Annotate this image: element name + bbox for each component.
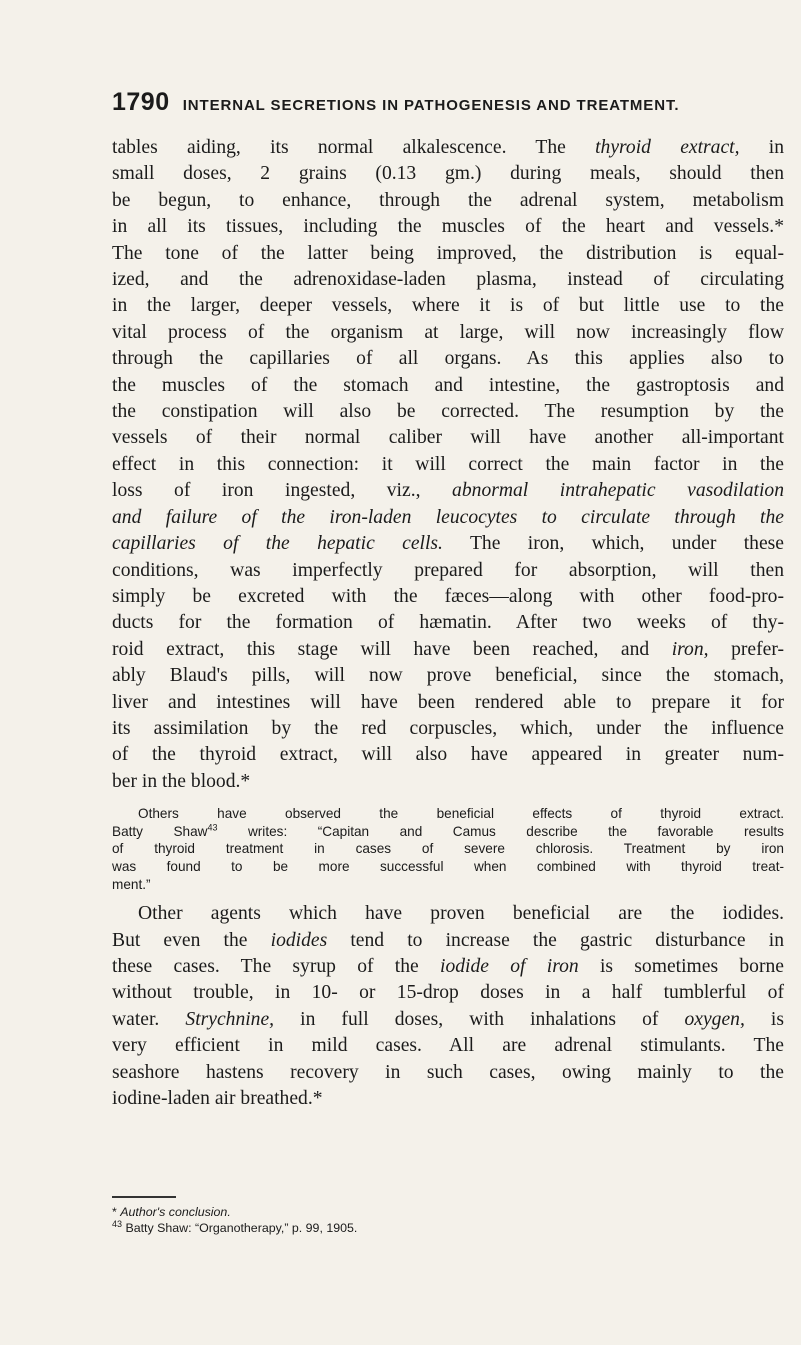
text-line	[112, 558, 784, 584]
text-run: of the thyroid extract, will also have appeared in greater num-	[112, 744, 784, 766]
text-line	[112, 663, 784, 689]
text-line	[112, 267, 784, 293]
text-run: ized, and the adrenoxidase-laden plasma, instead of circulating	[112, 269, 784, 291]
text-line	[112, 716, 784, 742]
running-title: INTERNAL SECRETIONS IN PATHOGENESIS AND TREATMENT.	[182, 97, 680, 114]
italic-text: oxygen,	[684, 1008, 745, 1030]
text-run: in full doses, with inhalations of	[274, 1008, 685, 1030]
text-run: be begun, to enhance, through the adrenal system, metabolism	[112, 189, 784, 211]
text-run: without trouble, in 10- or 15-drop doses in a half tumblerful of	[112, 982, 784, 1004]
italic-text: iron,	[671, 638, 709, 660]
text-line	[112, 584, 784, 610]
text-run: effect in this connection: it will correct the main factor in the	[112, 453, 784, 475]
italic-text: iodides	[270, 929, 328, 951]
text-run: ber in the blood.*	[112, 770, 251, 792]
text-run: But even the	[112, 929, 271, 951]
page-header	[112, 88, 679, 117]
text-run: vital process of the organism at large, will now increasingly flow	[112, 321, 784, 343]
text-run: liver and intestines will have been rendered able to prepare it for	[112, 691, 784, 713]
text-line	[112, 241, 784, 267]
text-line	[112, 742, 784, 768]
text-line	[112, 858, 784, 876]
text-run: in all its tissues, including the muscles of the heart and vessels.*	[112, 216, 784, 238]
italic-text: Strychnine,	[185, 1008, 275, 1030]
text-line	[112, 452, 784, 478]
paragraph-2	[112, 901, 784, 1112]
text-run: seashore hastens recovery in such cases, owing mainly to the	[112, 1061, 784, 1083]
text-run: is sometimes borne	[578, 955, 784, 977]
text-line	[112, 637, 784, 663]
text-run: ducts for the formation of hæmatin. After two weeks of thy-	[112, 612, 784, 634]
text-run: simply be excreted with the fæces—along with other food-pro-	[112, 585, 784, 607]
text-line	[112, 293, 784, 319]
text-line	[112, 769, 784, 795]
page-number: 1790	[112, 88, 170, 116]
text-run: writes: “Capitan and Camus describe the favorable results	[217, 823, 784, 839]
quoted-passage	[112, 805, 784, 893]
italic-text: thyroid extract,	[595, 137, 740, 158]
text-run: roid extract, this stage will have been reached, and	[112, 638, 672, 660]
text-run: tend to increase the gastric disturbance in	[327, 929, 784, 951]
text-line	[112, 876, 784, 894]
text-run: through the capillaries of all organs. As this applies also to	[112, 348, 784, 370]
text-line	[112, 1060, 784, 1086]
text-run: water.	[112, 1008, 186, 1030]
italic-text: capillaries of the hepatic cells.	[112, 533, 443, 555]
text-run: in	[739, 137, 784, 158]
paragraph-1	[112, 135, 784, 795]
text-run: these cases. The syrup of the	[112, 955, 441, 977]
body-text	[112, 135, 784, 1112]
text-line	[112, 954, 784, 980]
text-run: ment.”	[112, 876, 151, 892]
footnote-rule	[112, 1196, 176, 1198]
text-line	[112, 214, 784, 240]
text-run: very efficient in mild cases. All are adrenal stimulants. The	[112, 1035, 784, 1057]
text-run: *	[112, 1205, 121, 1219]
text-run: The iron, which, under these	[442, 533, 784, 555]
italic-text: iodide of iron	[440, 955, 579, 977]
text-line	[112, 690, 784, 716]
text-line	[112, 373, 784, 399]
text-run: Batty Shaw	[112, 823, 208, 839]
text-line	[112, 1033, 784, 1059]
footnote-marker: 43	[207, 822, 218, 833]
text-run: is	[744, 1008, 784, 1030]
text-line	[112, 505, 784, 531]
text-line	[112, 478, 784, 504]
text-line	[112, 980, 784, 1006]
text-run: prefer-	[708, 638, 784, 660]
text-run: Other agents which have proven beneficial are the iodides.	[138, 903, 784, 925]
text-line	[112, 805, 784, 823]
text-run: in the larger, deeper vessels, where it is of but little use to the	[112, 295, 784, 317]
italic-text: and failure of the iron-laden leucocytes to circulate through the	[112, 506, 784, 528]
footnote-marker: 43	[112, 1218, 123, 1229]
text-line	[112, 901, 784, 927]
text-run: ably Blaud's pills, will now prove beneficial, since the stomach,	[112, 665, 784, 687]
text-line	[112, 188, 784, 214]
text-line	[112, 610, 784, 636]
text-line	[112, 823, 784, 841]
text-line	[112, 531, 784, 557]
text-line	[112, 161, 784, 187]
text-line	[112, 320, 784, 346]
text-line	[112, 928, 784, 954]
text-run: loss of iron ingested, viz.,	[112, 480, 453, 502]
text-line	[112, 346, 784, 372]
footnote	[112, 1204, 784, 1220]
text-line	[112, 399, 784, 425]
footnote-list	[112, 1204, 784, 1236]
text-run: The tone of the latter being improved, the distribution is equal-	[112, 242, 784, 264]
italic-text: Author's conclusion.	[120, 1205, 231, 1219]
text-line	[112, 135, 784, 161]
text-run: the constipation will also be corrected. The resumption by the	[112, 401, 784, 423]
text-run: vessels of their normal caliber will have another all-important	[112, 427, 784, 449]
text-run: iodine-laden air breathed.*	[112, 1087, 323, 1109]
text-run: conditions, was imperfectly prepared for absorption, will then	[112, 559, 784, 581]
italic-text: abnormal intrahepatic vasodilation	[452, 480, 785, 502]
text-run: Others have observed the beneficial effects of thyroid extract.	[138, 806, 784, 822]
text-run: small doses, 2 grains (0.13 gm.) during meals, should then	[112, 163, 784, 185]
text-run: tables aiding, its normal alkalescence. The	[112, 137, 596, 158]
footnotes	[112, 1196, 784, 1236]
text-line	[112, 1086, 784, 1112]
text-line	[112, 1007, 784, 1033]
text-line	[112, 425, 784, 451]
text-run: its assimilation by the red corpuscles, which, under the influence	[112, 717, 784, 739]
text-line	[112, 840, 784, 858]
text-run: Batty Shaw: “Organotherapy,” p. 99, 1905.	[122, 1221, 358, 1235]
text-run: was found to be more successful when combined with thyroid treat-	[112, 858, 784, 874]
footnote	[112, 1220, 784, 1236]
text-run: of thyroid treatment in cases of severe chlorosis. Treatment by iron	[112, 841, 784, 857]
text-run: the muscles of the stomach and intestine, the gastroptosis and	[112, 374, 784, 396]
